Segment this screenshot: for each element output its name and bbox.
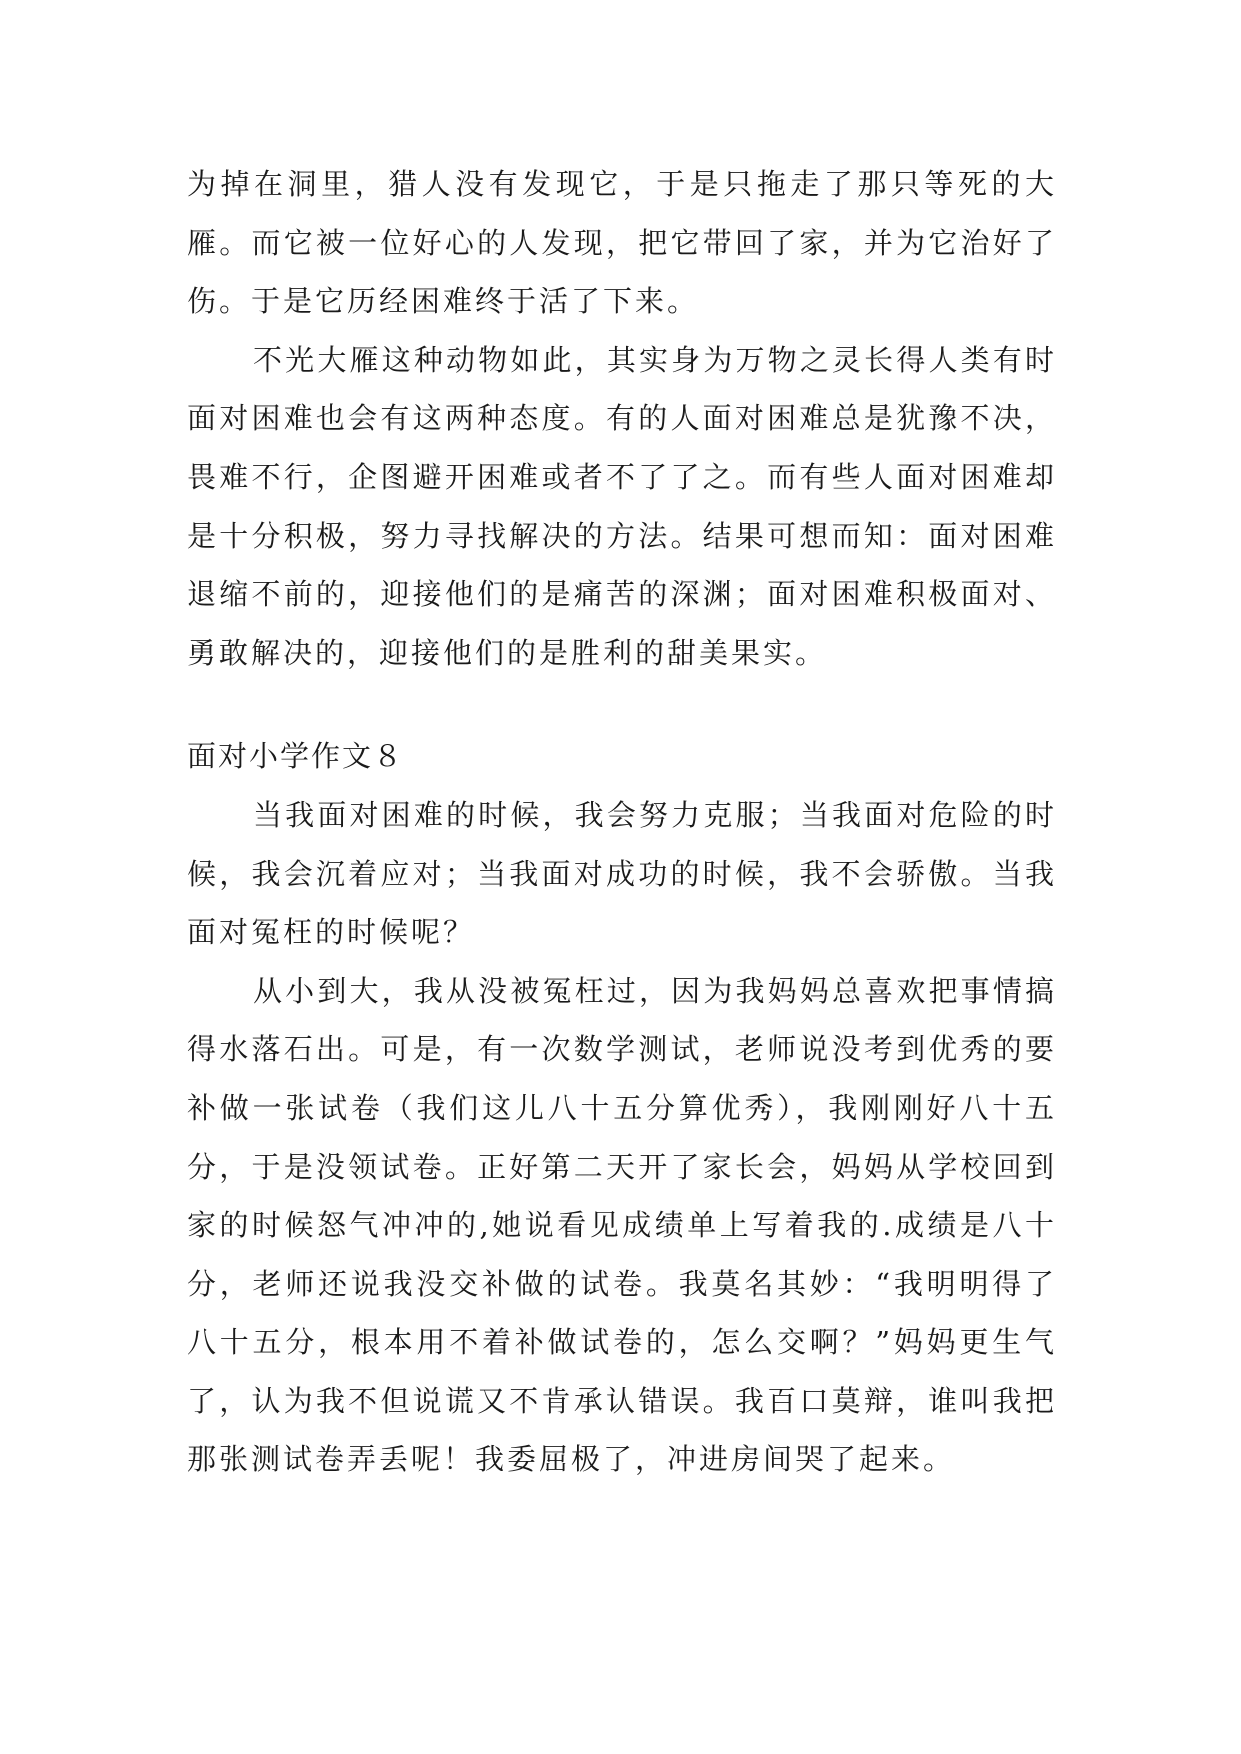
section-gap [187,682,1057,727]
paragraph: 不光大雁这种动物如此，其实身为万物之灵长得人类有时面对困难也会有这两种态度。有的人面对困难总是犹豫不决，畏难不行，企图避开困难或者不了了之。而有些人面对困难却是十分积极，努力寻找解决的方法。结果可想而知：面对困难退缩不前的，迎接他们的是痛苦的深渊；面对困难积极面对、勇敢解决的，迎接他们的是胜利的甜美果实。 [187,342,1057,670]
document-body [187,155,1057,1489]
section-heading: 面对小学作文８ [187,739,405,774]
paragraph-continued: 为掉在洞里，猎人没有发现它，于是只拖走了那只等死的大雁。而它被一位好心的人发现，把它带回了家，并为它治好了伤。于是它历经困难终于活了下来。 [187,167,1057,319]
paragraph: 当我面对困难的时候，我会努力克服；当我面对危险的时候，我会沉着应对；当我面对成功的时候，我不会骄傲。当我面对冤枉的时候呢？ [187,797,1057,950]
paragraph: 从小到大，我从没被冤枉过，因为我妈妈总喜欢把事情搞得水落石出。可是，有一次数学测试，老师说没考到优秀的要补做一张试卷（我们这儿八十五分算优秀），我刚刚好八十五分，于是没领试卷。正好第二天开了家长会，妈妈从学校回到家的时候怒气冲冲的,她说看见成绩单上写着我的.成绩是八十分，老师还说我没交补做的试卷。我莫名其妙：“我明明得了八十五分，根本用不着补做试卷的，怎么交啊？”妈妈更生气了，认为我不但说谎又不肯承认错误。我百口莫辩，谁叫我把那张测试卷弄丢呢！我委屈极了，冲进房间哭了起来。 [187,973,1057,1477]
